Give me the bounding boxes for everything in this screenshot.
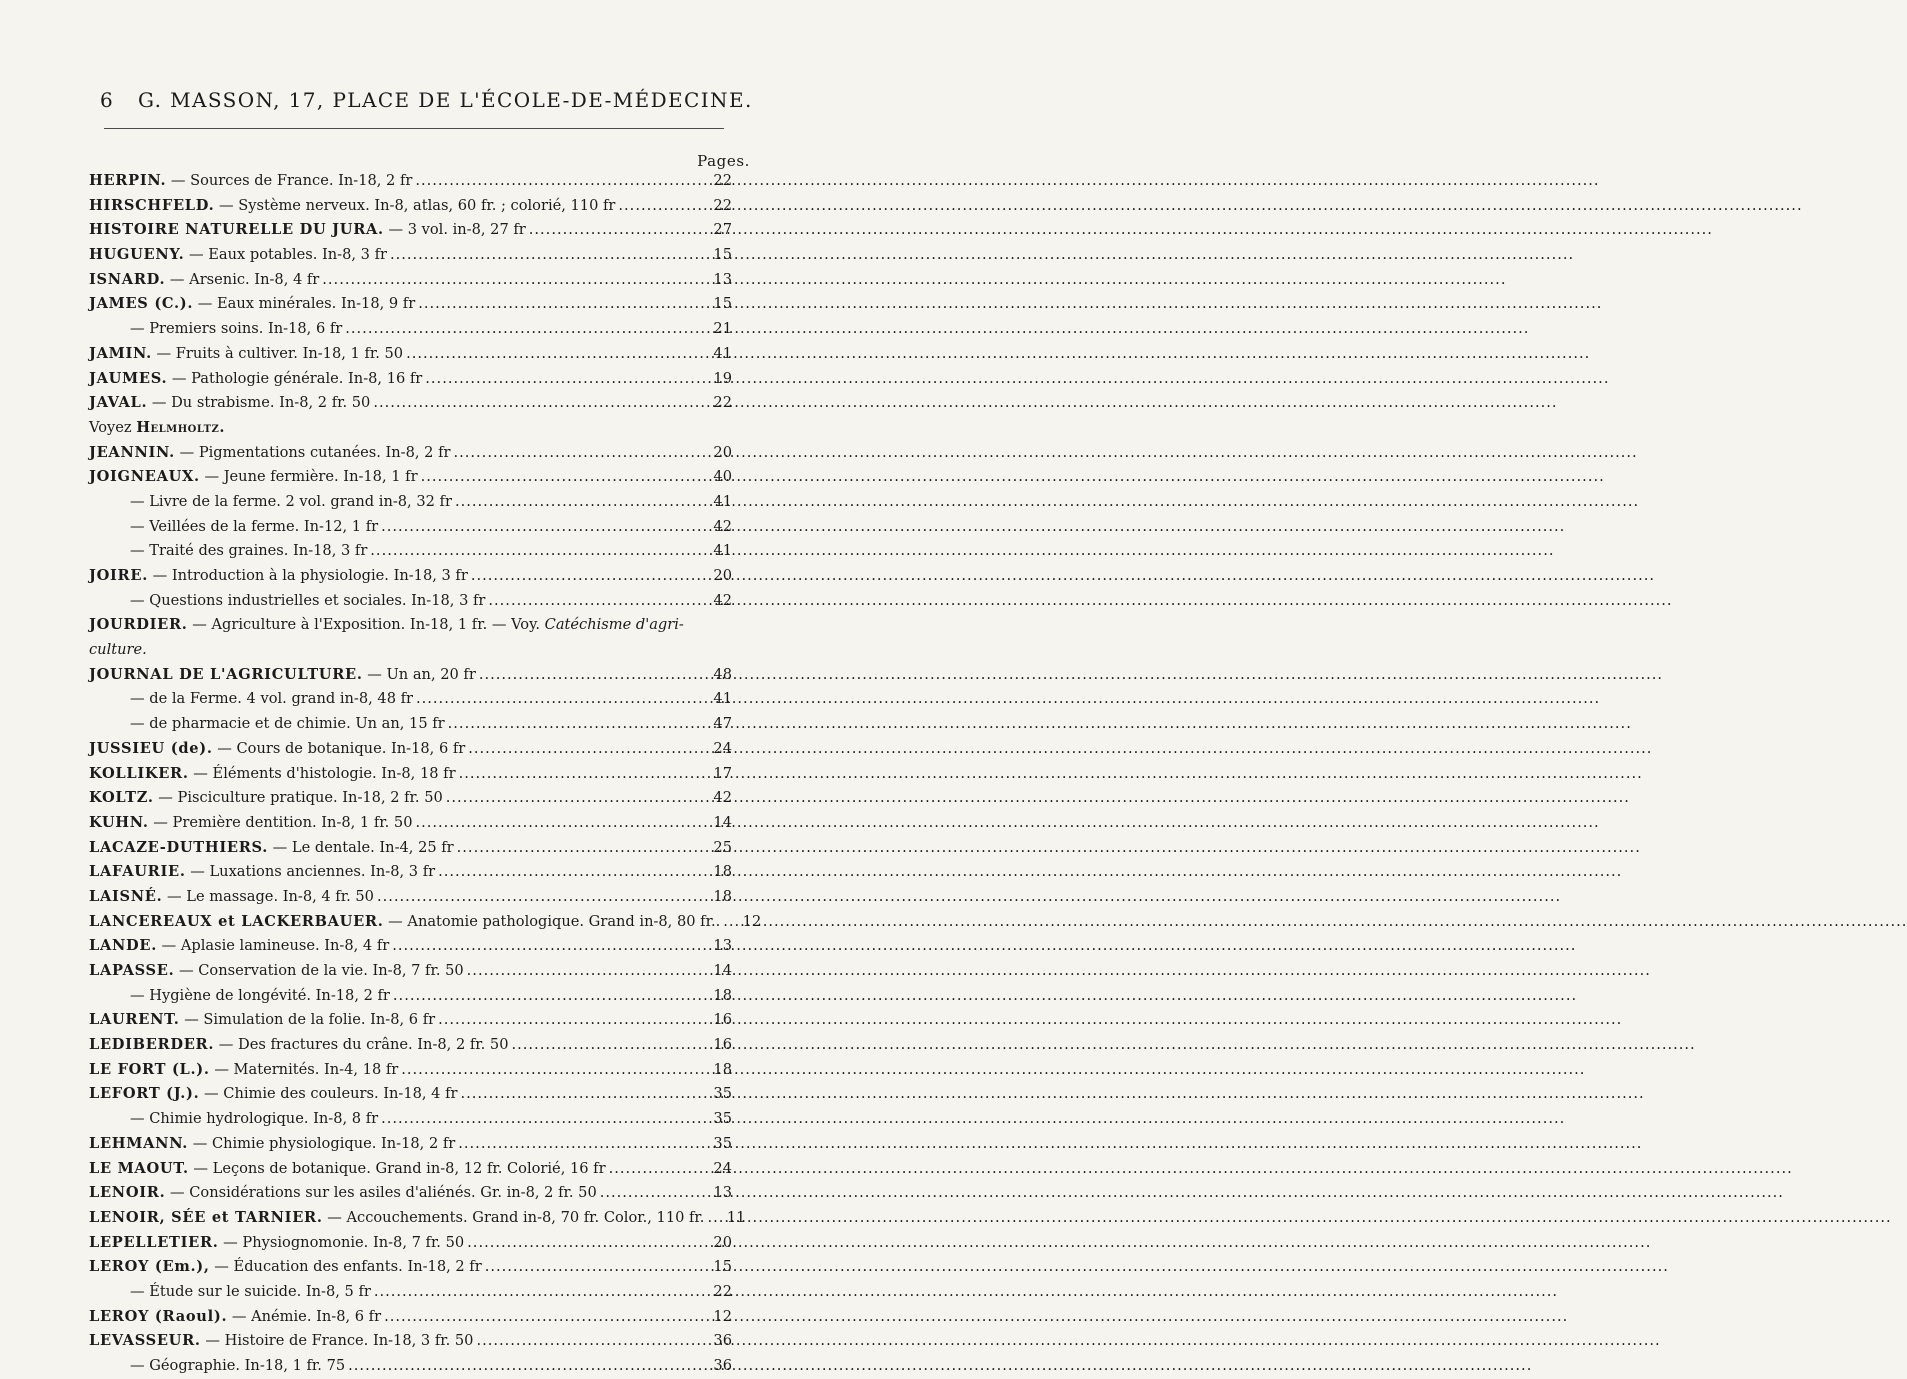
page-ref: 35 bbox=[713, 1085, 732, 1103]
catalog-entry bbox=[89, 1181, 732, 1206]
dot-leader bbox=[485, 1255, 706, 1280]
title-text: — Pisciculture pratique. In-18, 2 fr. 50 bbox=[153, 789, 443, 807]
entry-text bbox=[89, 1082, 460, 1107]
dot-leader bbox=[406, 342, 706, 367]
catalog-entry bbox=[89, 934, 732, 959]
title-text: — Anémie. In-8, 6 fr bbox=[227, 1307, 382, 1325]
author-name: LE MAOUT. bbox=[89, 1159, 189, 1177]
catalog-entry bbox=[89, 539, 732, 564]
dot-leader bbox=[453, 441, 706, 466]
title-text: — Étude sur le suicide. In-8, 5 fr bbox=[130, 1282, 371, 1300]
entry-text bbox=[89, 1231, 467, 1256]
entry-text bbox=[89, 515, 381, 540]
dot-leader bbox=[393, 984, 706, 1009]
entry-text bbox=[89, 1058, 401, 1083]
dot-leader bbox=[600, 1181, 706, 1206]
page-ref: 20 bbox=[713, 567, 732, 584]
entry-text bbox=[89, 836, 457, 861]
dot-leader bbox=[370, 539, 706, 564]
entry-text bbox=[89, 934, 392, 959]
title-text: — Du strabisme. In-8, 2 fr. 50 bbox=[147, 394, 371, 412]
dot-leader bbox=[723, 910, 735, 935]
title-text: — Chimie hydrologique. In-8, 8 fr bbox=[130, 1110, 379, 1128]
dot-leader bbox=[467, 1231, 706, 1256]
page-ref: 41 bbox=[713, 344, 732, 362]
catalog-entry bbox=[89, 218, 732, 243]
entry-text bbox=[89, 1206, 707, 1231]
title-text: — Pigmentations cutanées. In-8, 2 fr bbox=[174, 443, 451, 461]
catalog-entry bbox=[89, 490, 732, 515]
catalog-entry bbox=[89, 342, 732, 367]
catalog-entry bbox=[89, 959, 732, 984]
author-name: KUHN. bbox=[89, 813, 149, 831]
page-ref: 40 bbox=[713, 468, 732, 486]
page-ref: 17 bbox=[713, 764, 732, 782]
page-ref: 16 bbox=[713, 1011, 732, 1029]
title-text: — Hygiène de longévité. In-18, 2 fr bbox=[130, 986, 390, 1004]
title-text: — Jeune fermière. In-18, 1 fr bbox=[199, 468, 418, 486]
page-ref: 22 bbox=[713, 196, 732, 214]
entry-text bbox=[89, 465, 421, 490]
catalog-entry bbox=[89, 1157, 732, 1182]
page-ref: 35 bbox=[713, 1134, 732, 1152]
author-name: LAISNÉ. bbox=[89, 887, 163, 905]
entry-text bbox=[89, 712, 448, 737]
entry-text bbox=[89, 391, 373, 416]
dot-leader bbox=[348, 1354, 706, 1379]
page-ref: 24 bbox=[713, 1159, 732, 1177]
dot-leader bbox=[416, 687, 706, 712]
author-name: LEROY (Em.), bbox=[89, 1258, 210, 1276]
catalog-entry bbox=[89, 860, 732, 885]
entry-text bbox=[89, 737, 468, 762]
entry-text bbox=[89, 641, 150, 658]
page-ref: 18 bbox=[713, 887, 732, 905]
title-text: — Accouchements. Grand in-8, 70 fr. Color., 110 fr. bbox=[322, 1208, 705, 1226]
page-ref: 41 bbox=[713, 492, 732, 510]
catalog-entry bbox=[89, 885, 732, 910]
dot-leader bbox=[707, 1206, 719, 1231]
catalog-entry bbox=[89, 762, 732, 787]
author-name: LAFAURIE. bbox=[89, 863, 186, 881]
title-text: — Simulation de la folie. In-8, 6 fr bbox=[179, 1011, 436, 1029]
page-ref: 22 bbox=[713, 394, 732, 412]
title-text: — Le dentale. In-4, 25 fr bbox=[268, 838, 454, 856]
author-name: HISTOIRE NATURELLE DU JURA. bbox=[89, 221, 384, 239]
page-number: 6 bbox=[100, 88, 115, 112]
page-ref: 41 bbox=[713, 690, 732, 708]
title-text: — Des fractures du crâne. In-8, 2 fr. 50 bbox=[214, 1036, 509, 1054]
catalog-entry bbox=[89, 367, 732, 392]
entry-text bbox=[89, 663, 479, 688]
catalog-entry bbox=[89, 589, 732, 614]
catalog-entry bbox=[89, 1033, 732, 1058]
entry-text bbox=[89, 1305, 384, 1330]
author-name: LANCEREAUX et LACKERBAUER. bbox=[89, 912, 384, 930]
page-ref: 18 bbox=[713, 986, 732, 1004]
dot-leader bbox=[392, 934, 706, 959]
entry-text bbox=[89, 539, 370, 564]
author-name: JOURNAL DE L'AGRICULTURE. bbox=[89, 665, 363, 683]
title-text: — Pathologie générale. In-8, 16 fr bbox=[167, 369, 423, 387]
entry-text bbox=[89, 762, 459, 787]
catalog-entry bbox=[89, 687, 732, 712]
title-text: — Aplasie lamineuse. In-8, 4 fr bbox=[156, 937, 390, 955]
page-ref: 15 bbox=[713, 246, 732, 264]
entry-text bbox=[89, 959, 467, 984]
entry-text bbox=[89, 342, 406, 367]
author-name: LEHMANN. bbox=[89, 1134, 189, 1152]
catalog-entry bbox=[89, 1255, 732, 1280]
page-ref: 22 bbox=[713, 172, 732, 189]
entry-text bbox=[89, 367, 425, 392]
dot-leader bbox=[345, 317, 706, 342]
entry-text bbox=[89, 786, 446, 811]
catalog-entry bbox=[89, 515, 732, 540]
dot-leader bbox=[618, 194, 706, 219]
dot-leader bbox=[448, 712, 706, 737]
dot-leader bbox=[415, 169, 706, 194]
catalog-entry bbox=[89, 391, 732, 416]
page-ref: 20 bbox=[713, 443, 732, 461]
dot-leader bbox=[609, 1157, 706, 1182]
entry-text bbox=[89, 1354, 348, 1379]
author-name: LEDIBERDER. bbox=[89, 1036, 215, 1054]
dot-leader bbox=[322, 268, 706, 293]
catalog-entry bbox=[89, 564, 732, 589]
entry-text bbox=[89, 1033, 512, 1058]
title-text: — Première dentition. In-8, 1 fr. 50 bbox=[148, 813, 413, 831]
title-text: — Questions industrielles et sociales. In-18, 3 fr bbox=[130, 591, 486, 609]
italic-reference: Catéchisme d'agri- bbox=[544, 616, 684, 634]
pages-column-label: Pages. bbox=[697, 152, 750, 170]
author-name: JAMES (C.). bbox=[89, 295, 194, 313]
page-ref: 20 bbox=[713, 1233, 732, 1251]
header-rule bbox=[104, 128, 724, 129]
dot-leader bbox=[438, 1008, 706, 1033]
title-text: — Eaux potables. In-8, 3 fr bbox=[184, 246, 387, 264]
author-name: JOIRE. bbox=[89, 567, 148, 584]
title-text: — Physiognomonie. In-8, 7 fr. 50 bbox=[218, 1233, 465, 1251]
author-name: HIRSCHFELD. bbox=[89, 196, 215, 214]
title-text: — Luxations anciennes. In-8, 3 fr bbox=[185, 863, 436, 881]
page-ref: 13 bbox=[713, 1184, 732, 1202]
title-text: — de la Ferme. 4 vol. grand in-8, 48 fr bbox=[130, 690, 413, 708]
author-name: JAMIN. bbox=[89, 344, 152, 362]
author-name: JOURDIER. bbox=[89, 616, 188, 634]
author-name: JOIGNEAUX. bbox=[89, 468, 200, 486]
page-ref: 47 bbox=[713, 715, 732, 733]
cross-reference: Helmholtz. bbox=[136, 418, 225, 436]
title-text: — Anatomie pathologique. Grand in-8, 80 fr.. bbox=[383, 912, 721, 930]
dot-leader bbox=[418, 292, 706, 317]
entry-text bbox=[89, 811, 415, 836]
page-ref: 14 bbox=[713, 962, 732, 979]
dot-leader bbox=[421, 465, 706, 490]
title-text: — Histoire de France. In-18, 3 fr. 50 bbox=[200, 1332, 474, 1350]
author-name: LAURENT. bbox=[89, 1011, 180, 1029]
page-ref: 42 bbox=[713, 789, 732, 807]
entry-text bbox=[89, 984, 393, 1009]
author-name: LEPELLETIER. bbox=[89, 1233, 219, 1251]
catalog-entry bbox=[89, 465, 732, 490]
title-text: Voyez bbox=[89, 418, 137, 436]
title-text: — Chimie physiologique. In-18, 2 fr bbox=[188, 1134, 456, 1152]
catalog-page bbox=[0, 0, 800, 1376]
dot-leader bbox=[458, 1132, 706, 1157]
page-ref: 11 bbox=[726, 1208, 746, 1226]
page-ref: 21 bbox=[713, 320, 732, 338]
dot-leader bbox=[390, 243, 706, 268]
italic-reference: culture. bbox=[89, 641, 147, 659]
dot-leader bbox=[384, 1305, 706, 1330]
entry-text bbox=[89, 218, 529, 243]
entry-text bbox=[89, 194, 618, 219]
catalog-entry bbox=[89, 1107, 732, 1132]
title-text: — Premiers soins. In-18, 6 fr bbox=[130, 320, 343, 338]
catalog-entry bbox=[89, 984, 732, 1009]
catalog-entry bbox=[89, 638, 732, 663]
page-ref: 14 bbox=[713, 813, 732, 831]
catalog-entry bbox=[89, 317, 732, 342]
author-name: HERPIN. bbox=[89, 172, 167, 189]
dot-leader bbox=[438, 860, 706, 885]
entry-text bbox=[89, 885, 377, 910]
dot-leader bbox=[377, 885, 706, 910]
dot-leader bbox=[512, 1033, 707, 1058]
catalog-entry bbox=[89, 1280, 732, 1305]
page-ref: 16 bbox=[713, 1036, 732, 1054]
author-name: LENOIR. bbox=[89, 1184, 166, 1202]
title-text: — 3 vol. in-8, 27 fr bbox=[383, 221, 526, 239]
dot-leader bbox=[446, 786, 706, 811]
entry-text bbox=[89, 292, 418, 317]
entry-text bbox=[89, 910, 723, 935]
page-ref: 35 bbox=[713, 1110, 732, 1128]
catalog-entry bbox=[89, 613, 732, 638]
author-name: ISNARD. bbox=[89, 270, 166, 288]
title-text: — Fruits à cultiver. In-18, 1 fr. 50 bbox=[151, 344, 404, 362]
title-text: — Un an, 20 fr bbox=[362, 665, 476, 683]
catalog-entry bbox=[89, 1058, 732, 1083]
entry-text bbox=[89, 589, 488, 614]
author-name: LANDE. bbox=[89, 937, 157, 955]
dot-leader bbox=[373, 391, 706, 416]
author-name: LENOIR, SÉE et TARNIER. bbox=[89, 1208, 323, 1226]
title-text: — Cours de botanique. In-18, 6 fr bbox=[212, 739, 466, 757]
dot-leader bbox=[381, 515, 706, 540]
dot-leader bbox=[529, 218, 706, 243]
catalog-entry bbox=[89, 910, 762, 935]
entry-text bbox=[89, 860, 438, 885]
dot-leader bbox=[471, 564, 706, 589]
dot-leader bbox=[401, 1058, 706, 1083]
title-text: — Maternités. In-4, 18 fr bbox=[209, 1060, 399, 1078]
dot-leader bbox=[467, 959, 706, 984]
author-name: JAVAL. bbox=[89, 394, 148, 412]
author-name: LE FORT (L.). bbox=[89, 1060, 210, 1078]
dot-leader bbox=[479, 663, 706, 688]
page-ref: 18 bbox=[713, 863, 732, 881]
catalog-entry bbox=[89, 1206, 746, 1231]
entry-text bbox=[89, 1181, 600, 1206]
catalog-entry bbox=[89, 243, 732, 268]
author-name: KOLLIKER. bbox=[89, 764, 189, 782]
title-text: — Arsenic. In-8, 4 fr bbox=[165, 270, 320, 288]
page-ref: 25 bbox=[713, 838, 732, 856]
page-ref: 19 bbox=[713, 369, 732, 387]
title-text: — Introduction à la physiologie. In-18, 3 fr bbox=[147, 567, 468, 584]
dot-leader bbox=[415, 811, 706, 836]
catalog-entry bbox=[89, 1231, 732, 1256]
page-ref: 24 bbox=[713, 739, 732, 757]
dot-leader bbox=[460, 1082, 706, 1107]
title-text: — Conservation de la vie. In-8, 7 fr. 50 bbox=[174, 962, 464, 979]
page-ref: 12 bbox=[742, 912, 762, 930]
catalog-entry bbox=[89, 1329, 732, 1354]
entry-text bbox=[89, 616, 687, 633]
title-text: — de pharmacie et de chimie. Un an, 15 fr bbox=[130, 715, 445, 733]
title-text: — Livre de la ferme. 2 vol. grand in-8, 32 fr bbox=[130, 492, 452, 510]
author-name: HUGUENY. bbox=[89, 246, 185, 264]
author-name: JAUMES. bbox=[89, 369, 168, 387]
catalog-entry bbox=[89, 1008, 732, 1033]
entry-text bbox=[89, 419, 228, 436]
page-ref: 42 bbox=[713, 517, 732, 535]
catalog-entry bbox=[89, 712, 732, 737]
author-name: LACAZE-DUTHIERS. bbox=[89, 838, 269, 856]
entry-text bbox=[89, 1008, 438, 1033]
dot-leader bbox=[488, 589, 706, 614]
page-ref: 36 bbox=[713, 1357, 732, 1374]
title-text: — Chimie des couleurs. In-18, 4 fr bbox=[199, 1085, 458, 1103]
page-ref: 22 bbox=[713, 1282, 732, 1300]
catalog-entry bbox=[89, 268, 732, 293]
page-ref: 15 bbox=[713, 295, 732, 313]
title-text: — Eaux minérales. In-18, 9 fr bbox=[193, 295, 416, 313]
catalog-entry-list bbox=[89, 169, 762, 1379]
catalog-entry bbox=[89, 1132, 732, 1157]
dot-leader bbox=[455, 490, 706, 515]
title-text: — Considérations sur les asiles d'aliénés. Gr. in-8, 2 fr. 50 bbox=[165, 1184, 597, 1202]
dot-leader bbox=[476, 1329, 706, 1354]
page-ref: 41 bbox=[713, 542, 732, 560]
page-ref: 48 bbox=[713, 665, 732, 683]
entry-text bbox=[89, 687, 416, 712]
entry-text bbox=[89, 169, 415, 194]
page-ref: 36 bbox=[713, 1332, 732, 1350]
dot-leader bbox=[468, 737, 706, 762]
catalog-entry bbox=[89, 1354, 732, 1379]
page-ref: 42 bbox=[713, 591, 732, 609]
author-name: KOLTZ. bbox=[89, 789, 154, 807]
entry-text bbox=[89, 1107, 381, 1132]
entry-text bbox=[89, 1157, 609, 1182]
author-name: LEROY (Raoul). bbox=[89, 1307, 228, 1325]
dot-leader bbox=[457, 836, 706, 861]
author-name: LEVASSEUR. bbox=[89, 1332, 201, 1350]
page-ref: 15 bbox=[713, 1258, 732, 1276]
catalog-entry bbox=[89, 1082, 732, 1107]
running-title: G. MASSON, 17, PLACE DE L'ÉCOLE-DE-MÉDECINE. bbox=[138, 88, 753, 112]
title-text: — Sources de France. In-18, 2 fr bbox=[166, 172, 413, 189]
catalog-entry bbox=[89, 441, 732, 466]
catalog-entry bbox=[89, 737, 732, 762]
catalog-entry bbox=[89, 1305, 732, 1330]
page-ref: 18 bbox=[713, 1060, 732, 1078]
entry-text bbox=[89, 317, 345, 342]
title-text: — Éducation des enfants. In-18, 2 fr bbox=[209, 1258, 482, 1276]
page-header bbox=[100, 88, 753, 118]
catalog-entry bbox=[89, 663, 732, 688]
author-name: JUSSIEU (de). bbox=[89, 739, 213, 757]
dot-leader bbox=[374, 1280, 706, 1305]
entry-text bbox=[89, 441, 453, 466]
title-text: — Traité des graines. In-18, 3 fr bbox=[130, 542, 368, 560]
catalog-entry bbox=[89, 416, 732, 441]
page-ref: 12 bbox=[713, 1307, 732, 1325]
title-text: — Leçons de botanique. Grand in-8, 12 fr. Colorié, 16 fr bbox=[188, 1159, 606, 1177]
entry-text bbox=[89, 1255, 485, 1280]
page-ref: 13 bbox=[713, 270, 732, 288]
author-name: LAPASSE. bbox=[89, 962, 175, 979]
entry-text bbox=[89, 1329, 476, 1354]
title-text: — Le massage. In-8, 4 fr. 50 bbox=[162, 887, 374, 905]
entry-text bbox=[89, 564, 471, 589]
entry-text bbox=[89, 1132, 458, 1157]
catalog-entry bbox=[89, 811, 732, 836]
author-name: JEANNIN. bbox=[89, 443, 175, 461]
catalog-entry bbox=[89, 786, 732, 811]
entry-text bbox=[89, 490, 455, 515]
author-name: LEFORT (J.). bbox=[89, 1085, 200, 1103]
catalog-entry bbox=[89, 194, 732, 219]
entry-text bbox=[89, 1280, 374, 1305]
title-text: — Système nerveux. In-8, atlas, 60 fr. ; colorié, 110 fr bbox=[214, 196, 616, 214]
page-ref: 13 bbox=[713, 937, 732, 955]
dot-leader bbox=[381, 1107, 706, 1132]
title-text: — Veillées de la ferme. In-12, 1 fr bbox=[130, 517, 379, 535]
dot-leader bbox=[459, 762, 706, 787]
title-text: — Géographie. In-18, 1 fr. 75 bbox=[130, 1357, 346, 1374]
catalog-entry bbox=[89, 292, 732, 317]
catalog-entry bbox=[89, 836, 732, 861]
page-ref: 27 bbox=[713, 221, 732, 239]
dot-leader bbox=[425, 367, 706, 392]
title-text: — Éléments d'histologie. In-8, 18 fr bbox=[188, 764, 456, 782]
catalog-entry bbox=[89, 169, 732, 194]
entry-text bbox=[89, 268, 322, 293]
title-text: — Agriculture à l'Exposition. In-18, 1 fr. — Voy. bbox=[187, 616, 545, 634]
entry-text bbox=[89, 243, 390, 268]
